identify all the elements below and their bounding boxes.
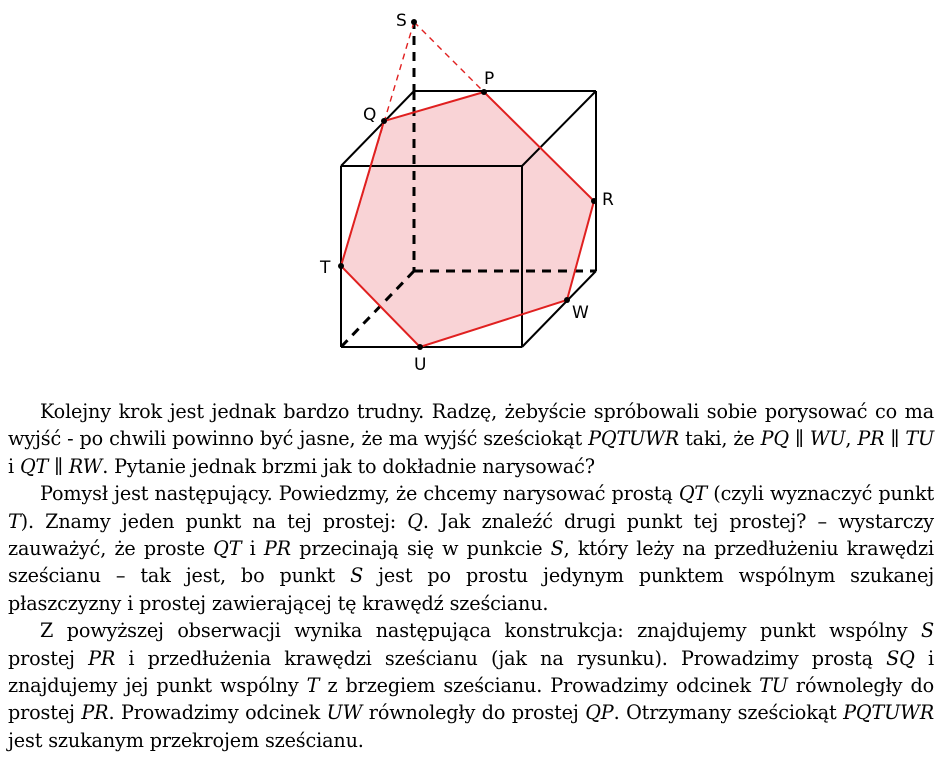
text-run: jest szukanym przekrojem sześcianu.	[8, 728, 364, 752]
label-r: R	[602, 190, 614, 210]
point-s	[411, 19, 417, 25]
math-term: QT	[213, 537, 242, 561]
math-term: WU	[809, 427, 846, 451]
text-run: przecinają się w punkcie	[290, 537, 551, 561]
body-text	[8, 398, 934, 754]
point-r	[591, 198, 597, 204]
text-run: ∥	[48, 454, 69, 478]
math-term: PR	[81, 701, 109, 725]
point-t	[338, 263, 344, 269]
cube-section-figure	[0, 0, 942, 385]
text-run: ,	[845, 427, 858, 451]
text-run: . Otrzymany sześciokąt	[613, 701, 844, 725]
text-run: Pomysł jest następujący. Powiedzmy, że chcemy narysować prostą	[40, 482, 679, 506]
label-s: S	[396, 11, 407, 31]
text-run: jest po prostu jedynym punktem wspólnym szukanej płaszczyzny i prostej zawierającej tę krawędź sześcianu.	[8, 564, 934, 615]
math-term: TU	[759, 674, 788, 698]
text-run: Z powyższej obserwacji wynika następująca konstrukcja: znajdujemy punkt wspólny	[40, 619, 921, 643]
paragraph-3	[8, 617, 934, 754]
math-term: PQTUWR	[588, 427, 680, 451]
text-run: ). Znamy jeden punkt na tej prostej:	[20, 509, 408, 533]
point-u	[417, 344, 423, 350]
text-run: ∥	[788, 427, 810, 451]
math-term: PR	[857, 427, 885, 451]
math-term: T	[8, 509, 21, 533]
text-run: Kolejny krok jest jednak bardzo trudny. Radzę, żebyście spróbowali sobie porysować co ma wyjść - po chwili powinno być jasne, że ma wyjść sześciokąt	[8, 400, 934, 451]
text-run: równoległy do prostej	[362, 701, 586, 725]
math-term: T	[306, 674, 320, 698]
label-u: U	[414, 355, 427, 375]
math-term: S	[350, 564, 364, 588]
math-term: SQ	[886, 646, 915, 670]
text-run: . Jak znaleźć drugi punkt tej prostej? – wystarczy zauważyć, że proste	[8, 509, 934, 561]
math-term: S	[921, 619, 934, 643]
math-term: S	[550, 537, 564, 561]
paragraph-2	[8, 480, 934, 617]
label-q: Q	[363, 105, 377, 125]
math-term: QT	[678, 482, 708, 506]
text-run: ∥	[884, 427, 906, 451]
point-p	[481, 89, 487, 95]
text-run: i	[241, 537, 264, 561]
label-p: P	[484, 69, 495, 89]
text-run: i znajdujemy jej punkt wspólny	[8, 646, 934, 698]
math-term: Q	[407, 509, 423, 533]
text-run: równoległy do prostej	[8, 674, 934, 725]
math-term: PQTUWR	[843, 701, 934, 725]
paragraph-1	[8, 398, 934, 480]
math-term: TU	[905, 427, 934, 451]
text-run: z brzegiem sześcianu. Prowadzimy odcinek	[319, 674, 760, 698]
math-term: RW	[68, 454, 103, 478]
math-term: PQ	[760, 427, 789, 451]
math-term: QP	[585, 701, 614, 725]
text-run: i	[8, 454, 20, 478]
text-run: , który leży na przedłużeniu krawędzi sześcianu – tak jest, bo punkt	[8, 537, 935, 588]
point-w	[564, 297, 570, 303]
math-term: UW	[326, 701, 363, 725]
text-run: i przedłużenia krawędzi sześcianu (jak na rysunku). Prowadzimy prostą	[115, 646, 887, 670]
math-term: PR	[263, 537, 291, 561]
math-term: PR	[88, 646, 116, 670]
text-run: (czyli wyznaczyć punkt	[707, 482, 935, 506]
label-w: W	[572, 303, 589, 323]
label-t: T	[320, 258, 331, 278]
point-q	[381, 118, 387, 124]
math-term: QT	[19, 454, 49, 478]
text-run: taki, że	[679, 427, 761, 451]
text-run: prostej	[8, 646, 89, 670]
text-run: . Pytanie jednak brzmi jak to dokładnie narysować?	[102, 454, 595, 478]
text-run: . Prowadzimy odcinek	[108, 701, 327, 725]
